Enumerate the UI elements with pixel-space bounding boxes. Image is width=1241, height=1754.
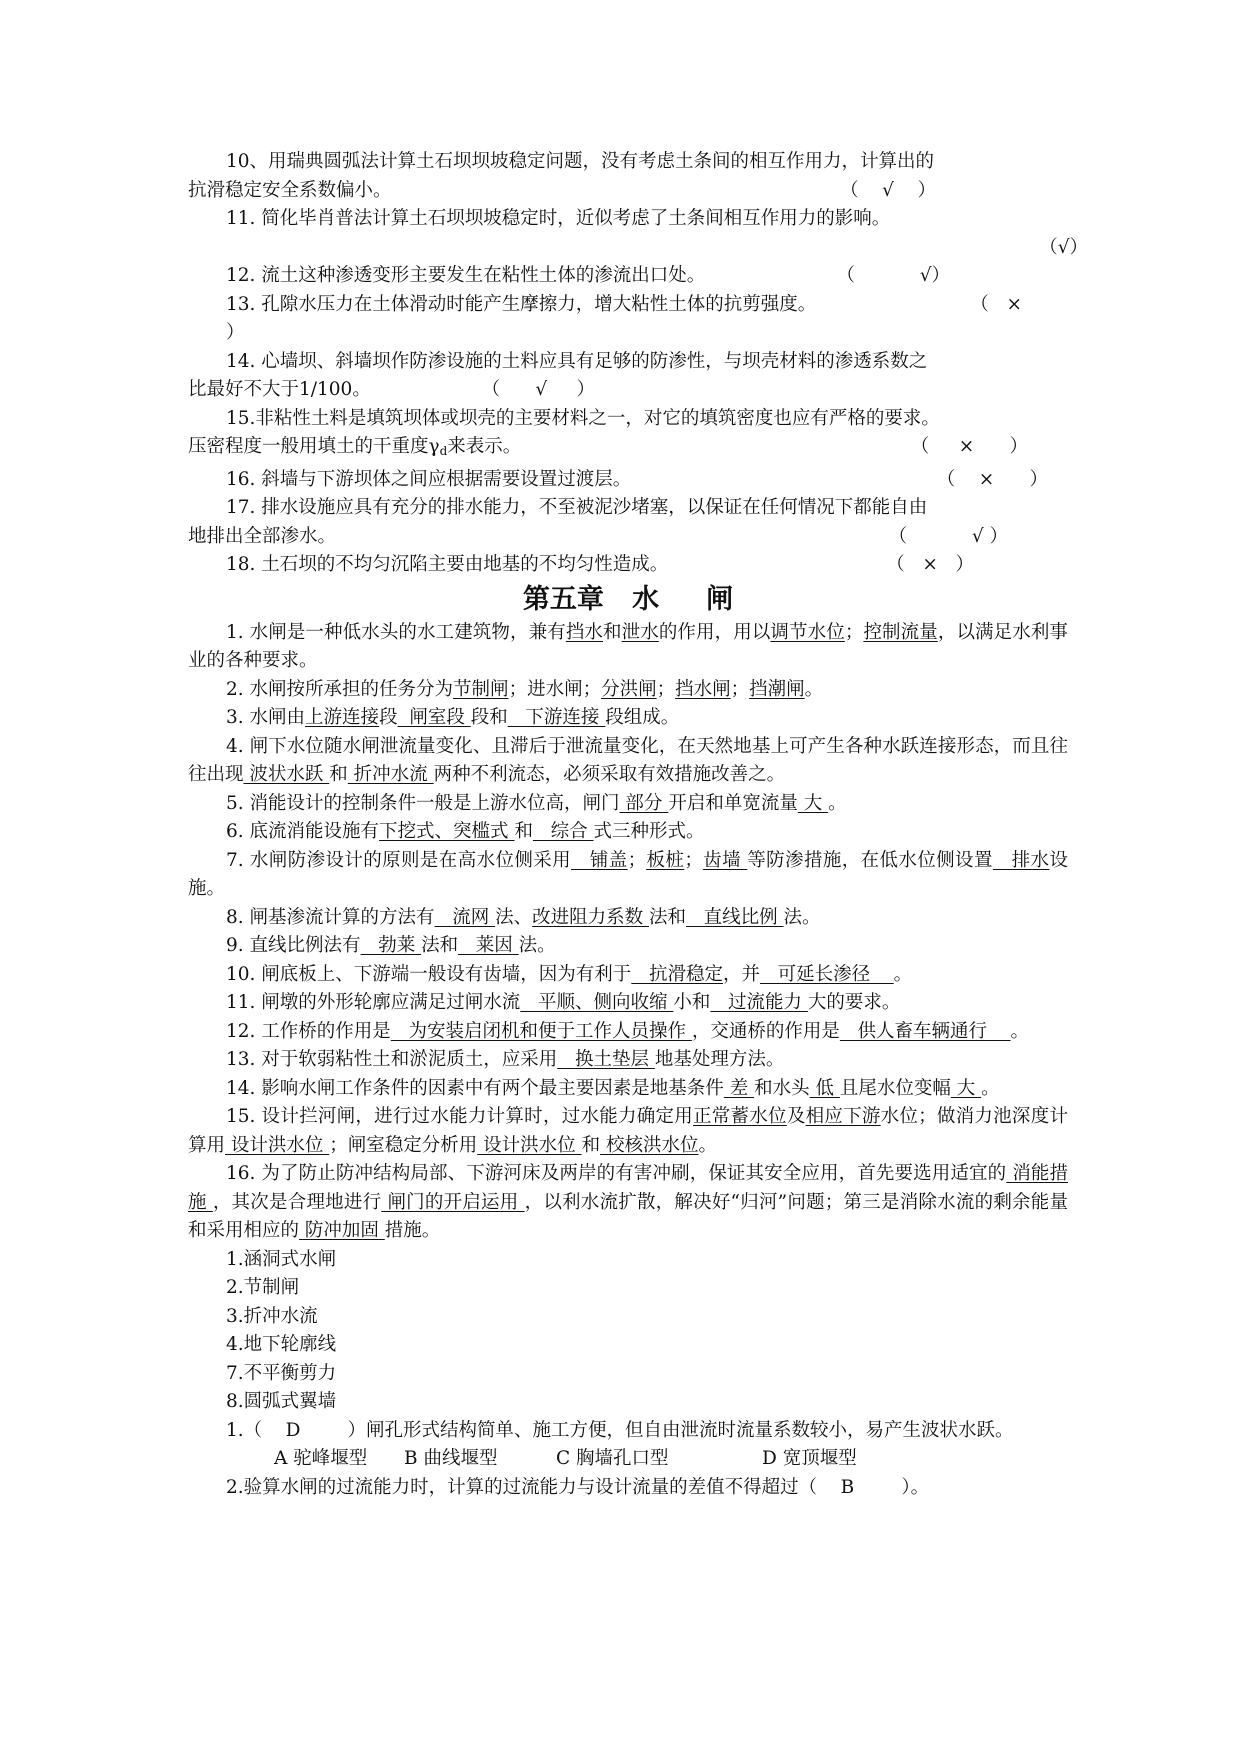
term-item: 1.涵洞式水闸 xyxy=(226,1248,337,1270)
answer-mark: （ √ ） xyxy=(888,525,1008,547)
text-line: 14. 心墙坝、斜墙坝作防渗设施的土料应具有足够的防渗性，与坝壳材料的渗透系数之 xyxy=(226,350,928,372)
answer-blank: 铺盖 xyxy=(571,849,628,871)
document-page xyxy=(188,148,1088,1502)
answer-blank: 正常蓄水位 xyxy=(693,1106,787,1127)
answer-blank: 板桩 xyxy=(646,849,685,871)
answer-blank: 排水 xyxy=(992,849,1050,871)
answer-blank: 综合 xyxy=(532,821,594,842)
text-line: 18. 土石坝的不均匀沉陷主要由地基的不均匀性造成。 xyxy=(226,554,669,575)
answer-blank: 低 xyxy=(809,1077,840,1099)
tf-item-15 xyxy=(188,405,1068,466)
term-item: 4.地下轮廓线 xyxy=(226,1334,337,1355)
text-line: 抗滑稳定安全系数偏小。 xyxy=(188,179,392,201)
text-line: 来表示。 xyxy=(447,436,522,457)
answer-mark: （ × ） xyxy=(936,468,1048,490)
tf-item-10 xyxy=(188,148,1068,205)
answer-blank: 勃莱 xyxy=(360,935,422,956)
answer-blank: 部分 xyxy=(619,792,669,814)
answer-blank: 设计洪水位 xyxy=(477,1134,582,1156)
fill-item-3: 3. 水闸由上游连接段 闸室段 段和 下游连接 段组成。 xyxy=(226,707,680,728)
option-d: D 宽顶堰型 xyxy=(762,1448,857,1469)
answer-blank: 大 xyxy=(950,1077,982,1099)
answer-blank: 节制闸 xyxy=(453,678,509,700)
tf-item-13 xyxy=(188,291,1068,348)
answer-blank: 波状水跃 xyxy=(243,764,330,785)
answer-mark: （ × ） xyxy=(886,554,974,575)
answer-mark: （ × xyxy=(970,293,1022,315)
answer-blank: 直线比例 xyxy=(686,906,784,928)
answer-blank: 供人畜车辆通行 xyxy=(839,1020,1011,1042)
text-line: 比最好不大于1/100。 xyxy=(188,379,371,400)
fill-item-1: 1. 水闸是一种低水头的水工建筑物，兼有挡水和泄水的作用，用以调节水位；控制流量，以满足水利事业的各种要求。 xyxy=(188,621,1068,671)
subscript: d xyxy=(439,444,448,458)
answer-blank: 闸门的开启运用 xyxy=(381,1191,525,1213)
text-line: 13. 孔隙水压力在土体滑动时能产生摩擦力，增大粘性土体的抗剪强度。 xyxy=(226,293,817,315)
fill-item-7: 7. 水闸防渗设计的原则是在高水位侧采用 铺盖；板桩；齿墙 等防渗措施，在低水位侧设置 排水设施。 xyxy=(188,849,1068,899)
option-a: A 驼峰堰型 xyxy=(274,1448,368,1469)
answer-blank: 下挖式、突槛式 xyxy=(379,821,515,842)
chapter-title: 第五章 水 闸 xyxy=(522,583,734,615)
term-item: 2.节制闸 xyxy=(226,1277,300,1298)
text-line: 10、用瑞典圆弧法计算土石坝坝坡稳定问题，没有考虑土条间的相互作用力，计算出的 xyxy=(226,151,935,172)
answer-blank: 校核洪水位 xyxy=(600,1134,699,1156)
tf-item-16 xyxy=(188,466,1068,495)
fill-item-6: 6. 底流消能设施有下挖式、突槛式 和 综合 式三种形式。 xyxy=(226,821,705,842)
answer-mark: （ × ） xyxy=(910,436,1028,457)
text-line: 地排出全部渗水。 xyxy=(188,525,337,547)
fill-item-10: 10. 闸底板上、下游端一般设有齿墙，因为有利于 抗滑稳定，并 可延长渗径 。 xyxy=(226,963,913,985)
answer-blank: 改进阻力系数 xyxy=(532,906,649,928)
answer-blank: 挡水 xyxy=(565,621,604,643)
fill-item-15: 15. 设计拦河闸，进行过水能力计算时，过水能力确定用正常蓄水位及相应下游水位；做消力池深度计算用 设计洪水位 ；闸室稳定分析用 设计洪水位 和 校核洪水位。 xyxy=(188,1106,1068,1156)
fill-item-9: 9. 直线比例法有 勃莱 法和 莱因 法。 xyxy=(226,935,556,956)
fill-item-4: 4. 闸下水位随水闸泄流量变化、且滞后于泄流量变化，在天然地基上可产生各种水跃连接形态，而且往往出现 波状水跃 和 折冲水流 两种不利流态，必须采取有效措施改善之。 xyxy=(188,735,1068,785)
fill-item-12: 12. 工作桥的作用是 为安装启闭机和便于工作人员操作 ，交通桥的作用是 供人畜车辆通行 。 xyxy=(226,1020,1030,1042)
option-b: B 曲线堰型 xyxy=(404,1448,498,1469)
answer-blank: 下游连接 xyxy=(507,707,606,728)
answer-blank: 分洪闸 xyxy=(601,678,657,700)
answer-blank: 防冲加固 xyxy=(299,1220,385,1241)
fill-item-14: 14. 影响水闸工作条件的因素中有两个最主要因素是地基条件 差 和水头 低 且尾水位变幅 大 。 xyxy=(226,1077,1000,1099)
answer-blank: 闸室段 xyxy=(397,707,471,728)
text-line: 压密程度一般用填土的干重度γ xyxy=(188,436,440,457)
answer-blank: 挡水闸 xyxy=(675,678,731,700)
term-item: 7.不平衡剪力 xyxy=(226,1362,337,1384)
answer-mark: （ √ ） xyxy=(840,179,936,201)
answer-blank: 调节水位 xyxy=(770,621,845,643)
answer-blank: 控制流量 xyxy=(863,621,938,643)
tf-item-18 xyxy=(188,551,1068,580)
answer-blank: 过流能力 xyxy=(710,992,808,1013)
answer-mark: （ √ ） xyxy=(490,379,596,400)
tf-item-12 xyxy=(188,262,1068,291)
text-line: 15.非粘性土料是填筑坝体或坝壳的主要材料之一，对它的填筑密度也应有严格的要求。 xyxy=(226,407,940,429)
answer-blank: 抗滑稳定 xyxy=(631,963,723,985)
tf-item-17 xyxy=(188,494,1068,551)
answer-blank: 换土垫层 xyxy=(557,1049,655,1070)
text-line: 17. 排水设施应具有充分的排水能力，不至被泥沙堵塞，以保证在任何情况下都能自由 xyxy=(226,497,928,518)
fill-item-2: 2. 水闸按所承担的任务分为节制闸；进水闸；分洪闸；挡水闸；挡潮闸。 xyxy=(226,678,824,700)
answer-blank: 设计洪水位 xyxy=(225,1134,330,1156)
mc-options-1 xyxy=(188,1445,1068,1474)
answer-blank: 折冲水流 xyxy=(347,764,434,785)
answer-blank: 齿墙 xyxy=(702,849,748,871)
tf-item-11 xyxy=(188,205,1088,262)
text-line: 16. 斜墙与下游坝体之间应根据需要设置过渡层。 xyxy=(226,468,632,490)
answer-blank: 可延长渗径 xyxy=(759,963,894,985)
answer-blank: 莱因 xyxy=(458,935,519,956)
mc-question-1: 1.（ D ）闸孔形式结构简单、施工方便，但自由泄流时流量系数较小，易产生波状水跃。 xyxy=(226,1419,1014,1441)
term-item: 8.圆弧式翼墙 xyxy=(226,1391,337,1412)
fill-item-16: 16. 为了防止防冲结构局部、下游河床及两岸的有害冲刷，保证其安全应用，首先要选用适宜的 消能措施 ，其次是合理地进行 闸门的开启运用 ，以利水流扩散，解决好“归河”问题；第三是消除水流的剩余能量和采用相应的 防冲加固 措施。 xyxy=(188,1163,1068,1241)
answer-blank: 差 xyxy=(723,1077,755,1099)
answer-mark-close: ） xyxy=(226,322,245,343)
fill-item-8: 8. 闸基渗流计算的方法有 流网 法、改进阻力系数 法和 直线比例 法。 xyxy=(226,906,821,928)
answer-blank: 挡潮闸 xyxy=(749,678,805,700)
fill-item-11: 11. 闸墩的外形轮廓应满足过闸水流 平顺、侧向收缩 小和 过流能力 大的要求。 xyxy=(226,992,901,1013)
text-line: 12. 流土这种渗透变形主要发生在粘性土体的渗流出口处。 xyxy=(226,265,706,286)
term-item: 3.折冲水流 xyxy=(226,1305,318,1327)
text-line: 11. 简化毕肖普法计算土石坝坝坡稳定时，近似考虑了土条间相互作用力的影响。 xyxy=(226,208,891,229)
answer-blank: 相应下游 xyxy=(805,1106,881,1127)
option-c: C 胸墙孔口型 xyxy=(556,1448,669,1469)
fill-item-13: 13. 对于软弱粘性土和淤泥质土，应采用 换土垫层 地基处理方法。 xyxy=(226,1049,785,1070)
mc-question-2: 2.验算水闸的过流能力时，计算的过流能力与设计流量的差值不得超过（ B ）。 xyxy=(226,1476,930,1498)
answer-mark: （√） xyxy=(1039,236,1088,258)
answer-blank: 泄水 xyxy=(621,621,659,643)
answer-mark: （ √） xyxy=(836,265,950,286)
answer-blank: 上游连接 xyxy=(305,707,380,728)
terms-list xyxy=(188,1246,1068,1417)
fill-item-5: 5. 消能设计的控制条件一般是上游水位高，闸门 部分 开启和单宽流量 大 。 xyxy=(226,792,847,814)
answer-blank: 大 xyxy=(797,792,829,814)
answer-blank: 消能措施 xyxy=(188,1163,1068,1213)
answer-blank: 为安装启闭机和便于工作人员操作 xyxy=(390,1020,692,1042)
answer-blank: 流网 xyxy=(434,906,496,928)
answer-blank: 平顺、侧向收缩 xyxy=(520,992,674,1013)
tf-item-14 xyxy=(188,348,1068,405)
